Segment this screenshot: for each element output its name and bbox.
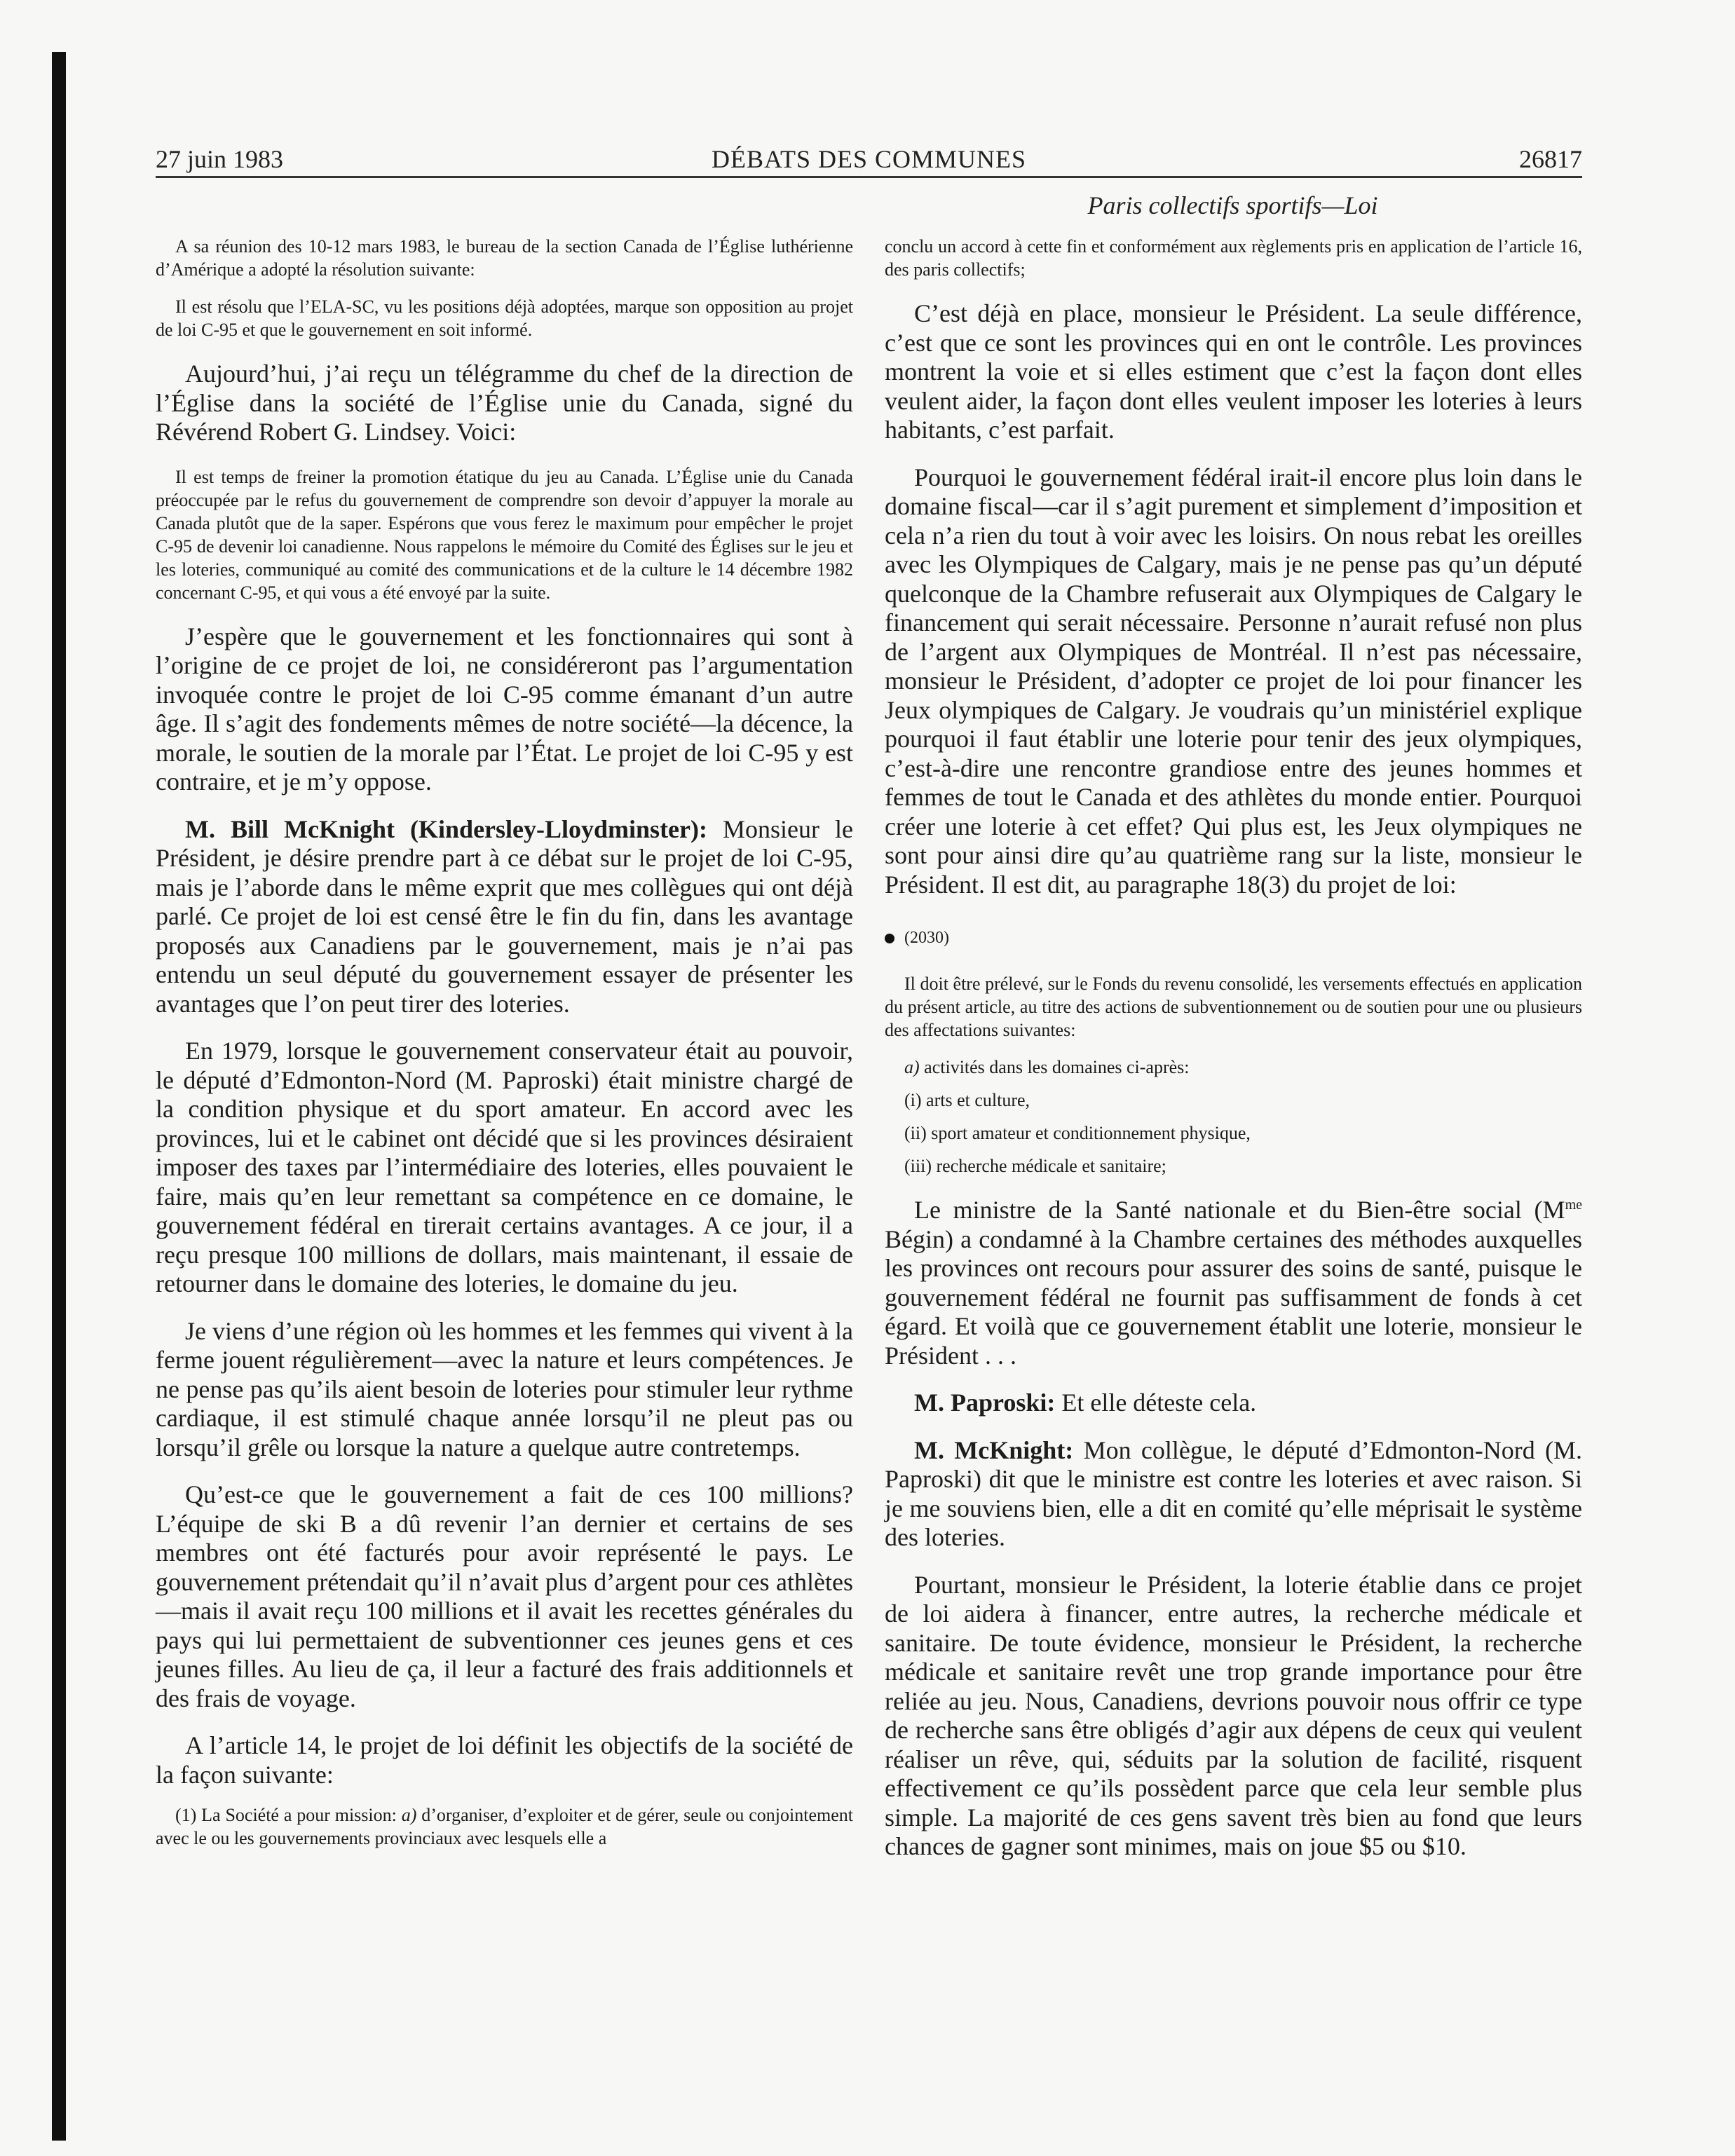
left-paragraph-telegram: Aujourd’hui, j’ai reçu un télégramme du chef de la direction de l’Église dans la société de l’Église unie du Canada, signé du Révérend Robert G. Lindsey. Voici: [156, 360, 853, 446]
right-paragraph-pourquoi: Pourquoi le gouvernement fédéral irait-il encore plus loin dans le domaine fiscal—car il s’agit purement et simplement d’imposition et cela n’a rien du tout à voir avec les loisirs. On nous rebat les oreilles avec les Olympiques de Calgary, mais je ne pense pas qu’un député quelconque de la Chambre refuserait aux Olympiques de Calgary le financement qui serait nécessaire. Personne n’aurait refusé non plus de l’argent aux Olympiques de Montréal. Il n’est pas nécessaire, monsieur le Président, d’adopter ce projet de loi pour financer les Jeux olympiques de Calgary. Je voudrais qu’un ministériel explique pourquoi il faut établir une loterie pour tenir des jeux olympiques, c’est-à-dire une rencontre grandiose entre des jeunes hommes et femmes de tout le Canada et des athlètes du monde entier. Pourquoi créer une loterie à cet effet? Qui plus est, les Jeux olympiques ne sont pour ainsi dire qu’au quatrième rang sur la liste, monsieur le Président. Il est dit, au paragraphe 18(3) du projet de loi: [885, 463, 1582, 899]
left-paragraph-hope: J’espère que le gouvernement et les fonctionnaires qui sont à l’origine de ce projet de loi, ne considéreront pas l’argumentation invoquée contre le projet de loi C-95 comme émanant d’un autre âge. Il s’agit des fondements mêmes de notre société—la décence, la morale, le soutien de la morale par l’État. Le projet de loi C-95 y est contraire, et je m’y oppose. [156, 622, 853, 796]
page-header [156, 140, 1582, 177]
left-column [156, 235, 853, 1850]
binding-edge [52, 52, 66, 2141]
speaker-paproski: M. Paproski: [914, 1389, 1056, 1417]
paproski-text: Et elle déteste cela. [1055, 1389, 1257, 1417]
right-paragraph-mcknight [885, 1436, 1582, 1553]
left-paragraph-1979: En 1979, lorsque le gouvernement conservateur était au pouvoir, le député d’Edmonton-Nord (M. Paproski) était ministre chargé de la condition physique et du sport amateur. En accord avec les provinces, lui et le cabinet ont décidé que si les provinces désiraient imposer des taxes par l’intermédiaire des loteries, elles pouvaient le faire, mais qu’en leur remettant sa compétence en ce domaine, le gouvernement fédéral en tirerait certains avantages. A ce jour, il a reçu presque 100 millions de dollars, mais maintenant, il essaie de retourner dans le domaine des loteries, le domaine du jeu. [156, 1037, 853, 1297]
mission-text-a: (1) La Société a pour mission: [175, 1805, 402, 1825]
left-paragraph-region: Je viens d’une région où les hommes et les femmes qui vivent à la ferme jouent régulièrement—avec la nature et leurs compétences. Je ne pense pas qu’ils aient besoin de loteries pour stimuler leur rythme cardiaque, il est stimulé chaque année lorsqu’il ne pleut pas ou lorsqu’il grêle ou lorsque la nature a quelque autre contretemps. [156, 1316, 853, 1461]
time-marker [885, 927, 1582, 948]
left-paragraph-100-millions: Qu’est-ce que le gouvernement a fait de ces 100 millions? L’équipe de ski B a dû revenir l’an dernier et certains de ses membres ont été facturés pour avoir représenté le pays. Le gouvernement prétendait qu’il n’avait plus d’argent pour ces athlètes—mais il avait reçu 100 millions et il avait les recettes générales du pays qui lui permettaient de subventionner ces jeunes gens et ces jeunes filles. Au lieu de ça, il leur a facturé des frais additionnels et des frais de voyage. [156, 1480, 853, 1712]
header-page-number: 26817 [1519, 145, 1582, 173]
list-item-recherche: (iii) recherche médicale et sanitaire; [904, 1156, 1166, 1176]
speaker-mcknight-2: M. McKnight: [914, 1435, 1074, 1464]
ministre-text-a: Le ministre de la Santé nationale et du Bien-être social (M [914, 1196, 1565, 1224]
time-marker-text: (2030) [904, 929, 949, 947]
left-quote-resolution: Il est résolu que l’ELA-SC, vu les positions déjà adoptées, marque son opposition au projet de loi C-95 et que le gouvernement en soit informé. [156, 296, 853, 340]
header-date: 27 juin 1983 [156, 145, 284, 173]
list-item-sport: (ii) sport amateur et conditionnement physique, [904, 1123, 1251, 1143]
header-subject: Paris collectifs sportifs—Loi [1087, 191, 1378, 219]
right-quote-continued: conclu un accord à cette fin et conformément aux règlements pris en application de l’article 16, des paris collectifs; [885, 236, 1582, 280]
right-quote-activites [885, 1056, 1582, 1079]
list-item-arts: (i) arts et culture, [904, 1090, 1030, 1110]
mission-letter: a) [401, 1805, 417, 1825]
header-rule [156, 176, 1582, 178]
left-quote-mission [156, 1803, 853, 1850]
mcknight-text: Mon collègue, le député d’Edmonton-Nord (M. Paproski) dit que le ministre est contre les loteries et avec raison. Si je me souviens bien, elle a dit en comité qu’elle méprisait le système des loteries. [885, 1435, 1582, 1551]
activites-text: activités dans les domaines ci-après: [919, 1057, 1190, 1077]
left-paragraph-mcknight-text: Monsieur le Président, je désire prendre part à ce débat sur le projet de loi C-95, mais je l’aborde dans le même exprit que mes collègues qui ont déjà parlé. Ce projet de loi est censé être le fin du fin, dans les avantage proposés aux Canadiens par le gouvernement, mais je n’ai pas entendu un seul député du gouvernement essayer de présenter les avantages que l’on peut tirer des loteries. [156, 814, 854, 1018]
mission-text-b: d’organiser, d’exploiter et de gérer, seule ou conjointement avec le ou les gouvernements provinciaux avec lesquels elle a [156, 1805, 853, 1848]
right-paragraph-deja-en-place: C’est déjà en place, monsieur le Président. La seule différence, c’est que ce sont les provinces qui en ont le contrôle. Les provinces montrent la voie et si elles estiment que c’est la façon dont elles veulent aider, la façon dont elles veulent imposer les loteries à leurs habitants, c’est parfait. [885, 299, 1582, 444]
right-quote-fonds: Il doit être prélevé, sur le Fonds du revenu consolidé, les versements effectués en application du présent article, au titre des actions de subventionnement ou de soutien pour une ou plusieurs des affectations suivantes: [885, 974, 1582, 1040]
left-paragraph-mcknight [156, 815, 853, 1019]
left-quote-telegram: Il est temps de freiner la promotion étatique du jeu au Canada. L’Église unie du Canada préoccupée par le refus du gouvernement de comprendre son devoir d’appuyer la morale au Canada plutôt que de la saper. Espérons que vous ferez le maximum pour empêcher le projet C-95 de devenir loi canadienne. Nous rappelons le mémoire du Comité des Églises sur le jeu et les loteries, communiqué au comité des communications et de la culture le 14 décembre 1982 concernant C-95, et qui vous a été envoyé par la suite. [156, 466, 853, 603]
bullet-icon [885, 934, 894, 943]
right-paragraph-pourtant: Pourtant, monsieur le Président, la loterie établie dans ce projet de loi aidera à financer, entre autres, la recherche médicale et sanitaire. De toute évidence, monsieur le Président, la recherche médicale et sanitaire revêt une trop grande importance pour être reliée au jeu. Nous, Canadiens, devrions pouvoir nous offrir ce type de recherche sans être obligés d’agir aux dépens de ceux qui veulent réaliser un rêve, qui, séduits par la solution de facilité, risquent effectivement ce qu’ils possèdent parce que cela leur semble plus simple. La majorité de ces gens savent très bien au fond que leurs chances de gagner sont minimes, mais on joue $5 ou $10. [885, 1570, 1582, 1860]
ministre-superscript: me [1565, 1197, 1582, 1213]
left-paragraph-article-14: A l’article 14, le projet de loi définit les objectifs de la société de la façon suivante: [156, 1731, 853, 1789]
right-paragraph-ministre [885, 1196, 1582, 1370]
right-paragraph-paproski [885, 1389, 1582, 1418]
left-quote-intro: A sa réunion des 10-12 mars 1983, le bureau de la section Canada de l’Église luthérienne d’Amérique a adopté la résolution suivante: [156, 236, 853, 280]
activites-letter: a) [904, 1057, 920, 1077]
speaker-mcknight: M. Bill McKnight (Kindersley-Lloydminster): [185, 814, 707, 843]
header-title: DÉBATS DES COMMUNES [711, 145, 1027, 173]
ministre-text-b: Bégin) a condamné à la Chambre certaines des méthodes auxquelles les provinces ont recours pour assurer des soins de santé, puisque le gouvernement fédéral ne fournit pas suffisamment de fonds à cet égard. Et voilà que ce gouvernement établit une loterie, monsieur le Président . . . [885, 1224, 1582, 1370]
right-column [885, 235, 1582, 1862]
